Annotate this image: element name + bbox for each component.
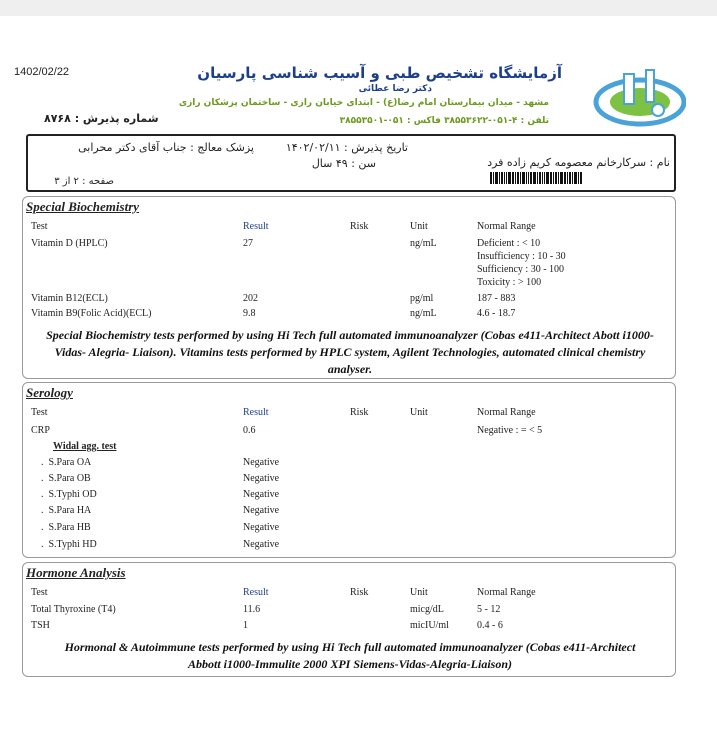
patient-info-box (26, 134, 676, 192)
col-normal-range: Normal Range (477, 221, 536, 232)
reception-number: شماره پذیرش : ۸۷۶۸ (44, 112, 159, 125)
col-test: Test (31, 221, 48, 232)
col-unit: Unit (410, 407, 428, 418)
row-unit: ng/mL (410, 238, 437, 249)
method-note: Hormonal & Autoimmune tests performed by using Hi Tech full automated immunoanalyzer (Cobas e411-Architect Abbott i1000-Immulite 2000 XPI Siemens-Vidas-Alegria-Liaison) (64, 640, 636, 671)
row-range: 4.6 - 18.7 (477, 308, 516, 319)
widal-title: Widal agg. test (53, 441, 117, 452)
col-normal-range: Normal Range (477, 407, 536, 418)
row-result: 202 (243, 293, 258, 304)
widal-test: . S.Para HB (41, 522, 91, 533)
col-unit: Unit (410, 221, 428, 232)
widal-test: . S.Para OA (41, 457, 92, 468)
row-test: Vitamin B9(Folic Acid)(ECL) (31, 308, 152, 319)
row-result: 11.6 (243, 604, 261, 615)
col-test: Test (31, 407, 48, 418)
lab-doctor: دکتر رضا عطائی (358, 84, 432, 94)
widal-test: . S.Para OB (41, 473, 91, 484)
row-unit: pg/ml (410, 293, 434, 304)
physician: پزشک معالج : جناب آقای دکتر محرابی (78, 141, 254, 154)
row-test: CRP (31, 425, 50, 436)
lab-address: مشهد - میدان بیمارستان امام رضا(ع) - ابتدای خیابان رازی - ساختمان پزشکان رازی (178, 98, 549, 108)
patient-name: نام : سرکارخانم معصومه کریم زاده فرد (487, 156, 670, 169)
lab-phone: تلفن : ۴-۰۵۱-۳۸۵۵۳۶۲۲ فاکس : ۰۵۱-۳۸۵۵۳۵۰۱ (339, 116, 549, 126)
row-range: 5 - 12 (477, 604, 501, 615)
widal-result: Negative (243, 489, 280, 500)
row-result: 0.6 (243, 425, 256, 436)
widal-result: Negative (243, 457, 280, 468)
row-result: 1 (243, 620, 248, 631)
page-number: صفحه : ۲ از ۳ (54, 176, 114, 187)
row-result: 9.8 (243, 308, 256, 319)
report-date: 1402/02/22 (14, 66, 70, 78)
special-biochemistry-section (22, 196, 676, 379)
row-test: Total Thyroxine (T4) (31, 604, 116, 615)
serology-section (22, 382, 676, 558)
lab-name: آزمایشگاه تشخیص طبی و آسیب شناسی پارسیان (197, 64, 562, 82)
col-normal-range: Normal Range (477, 587, 536, 598)
range-line: Sufficiency : 30 - 100 (477, 264, 565, 275)
section-title: Serology (26, 385, 73, 400)
widal-result: Negative (243, 539, 280, 550)
widal-test: . S.Typhi HD (41, 539, 97, 550)
range-line: Insufficiency : 10 - 30 (477, 251, 566, 262)
row-unit: micIU/ml (410, 620, 449, 631)
range-line: Toxicity : > 100 (477, 277, 542, 288)
widal-result: Negative (243, 505, 280, 516)
lab-logo-icon (590, 66, 686, 128)
barcode (490, 172, 594, 184)
section-title: Special Biochemistry (26, 199, 140, 214)
patient-age: سن : ۴۹ سال (311, 157, 376, 170)
row-range: 0.4 - 6 (477, 620, 503, 631)
widal-test: . S.Para HA (41, 505, 92, 516)
row-unit: ng/mL (410, 308, 437, 319)
widal-test: . S.Typhi OD (41, 489, 97, 500)
row-test: Vitamin B12(ECL) (31, 293, 108, 304)
row-test: TSH (31, 620, 50, 631)
widal-result: Negative (243, 473, 280, 484)
row-test: Vitamin D (HPLC) (31, 238, 108, 249)
col-risk: Risk (350, 221, 369, 232)
row-range: Negative : = < 5 (477, 425, 543, 436)
col-result: Result (243, 221, 269, 232)
col-result: Result (243, 587, 269, 598)
section-title: Hormone Analysis (26, 565, 126, 580)
col-test: Test (31, 587, 48, 598)
col-result: Result (243, 407, 269, 418)
method-note: Special Biochemistry tests performed by using Hi Tech full automated immunoanalyzer (Cobas e411-Architect Abott i1000- Vidas- Alegria- Liaison). Vitamins tests performed by HPLC system, Agilent Technologies, automated clinical chemistry analyser. (46, 328, 654, 376)
reception-date: تاریخ پذیرش : ۱۴۰۲/۰۲/۱۱ (285, 141, 408, 154)
top-band (0, 0, 717, 16)
widal-result: Negative (243, 522, 280, 533)
col-unit: Unit (410, 587, 428, 598)
hormone-analysis-section (22, 562, 676, 677)
col-risk: Risk (350, 407, 369, 418)
col-risk: Risk (350, 587, 369, 598)
row-result: 27 (243, 238, 253, 249)
range-line: Deficient : < 10 (477, 238, 541, 249)
row-range: 187 - 883 (477, 293, 516, 304)
row-unit: micg/dL (410, 604, 444, 615)
